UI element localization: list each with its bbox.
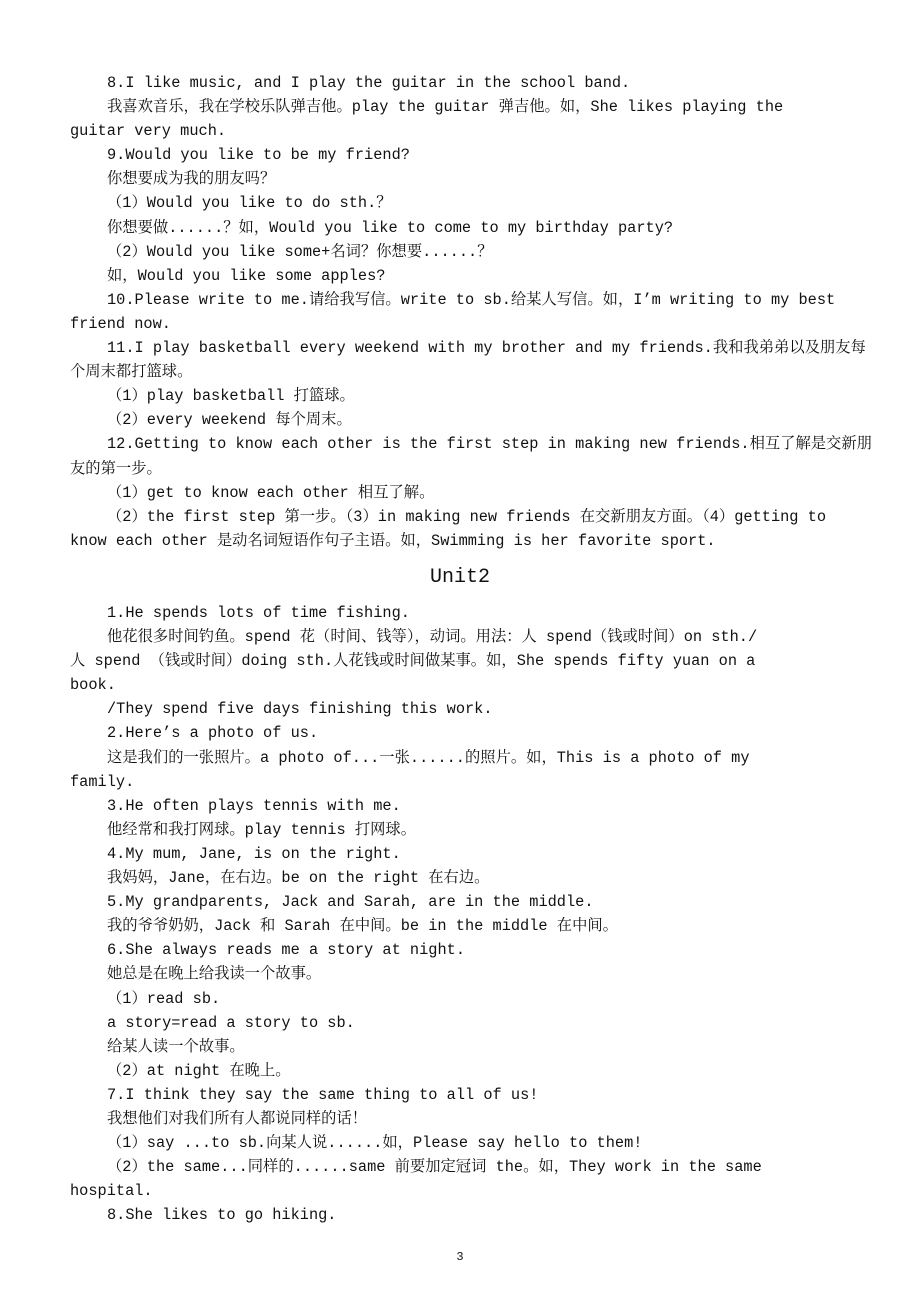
- text-line: 2.Here’s a photo of us.: [107, 724, 319, 743]
- text-line: friend now.: [70, 314, 171, 333]
- text-line: （1）say ...to sb.向某人说......如，Please say hello to them!: [107, 1134, 643, 1153]
- text-line: 友的第一步。: [70, 459, 162, 478]
- text-line: 11.I play basketball every weekend with my brother and my friends.我和我弟弟以及朋友每: [107, 339, 866, 358]
- text-line: book.: [70, 676, 116, 695]
- text-line: 3.He often plays tennis with me.: [107, 796, 401, 815]
- text-line: 我的爷爷奶奶，Jack 和 Sarah 在中间。be in the middle 在中间。: [107, 917, 618, 936]
- section-unit1-notes: [70, 71, 900, 553]
- text-line: /They spend five days finishing this work.: [107, 700, 493, 719]
- section-unit2-notes: [70, 601, 900, 1227]
- text-line: guitar very much.: [70, 122, 227, 141]
- text-line: （2）the same...同样的......same 前要加定冠词 the。如，They work in the same: [107, 1158, 762, 1177]
- text-line: 你想要成为我的朋友吗？: [107, 170, 276, 189]
- text-line: know each other 是动名词短语作句子主语。如，Swimming is her favorite sport.: [70, 531, 716, 550]
- text-line: 8.She likes to go hiking.: [107, 1206, 337, 1225]
- text-line: 7.I think they say the same thing to all of us!: [107, 1085, 539, 1104]
- text-line: family.: [70, 772, 135, 791]
- text-line: 我喜欢音乐，我在学校乐队弹吉他。play the guitar 弹吉他。如，She likes playing the: [107, 98, 784, 117]
- text-line: （1）read sb.: [107, 989, 221, 1008]
- text-line: 这是我们的一张照片。a photo of...一张......的照片。如，This is a photo of my: [107, 748, 750, 767]
- text-line: （2）at night 在晚上。: [107, 1061, 291, 1080]
- text-line: （1）get to know each other 相互了解。: [107, 483, 435, 502]
- text-line: 我妈妈，Jane，在右边。be on the right 在右边。: [107, 869, 490, 888]
- text-line: 12.Getting to know each other is the first step in making new friends.相互了解是交新朋: [107, 435, 872, 454]
- text-line: hospital.: [70, 1182, 153, 1201]
- text-line: （2）every weekend 每个周末。: [107, 411, 352, 430]
- text-line: 5.My grandparents, Jack and Sarah, are in the middle.: [107, 893, 594, 912]
- page-number: 3: [456, 1250, 464, 1264]
- text-line: 他花很多时间钓鱼。spend 花（时间、钱等），动词。用法：人 spend（钱或时间）on sth./: [107, 628, 758, 647]
- text-line: 4.My mum, Jane, is on the right.: [107, 844, 401, 863]
- text-line: （1）Would you like to do sth.？: [107, 194, 392, 213]
- text-line: 他经常和我打网球。play tennis 打网球。: [107, 820, 417, 839]
- text-line: 给某人读一个故事。: [107, 1037, 245, 1056]
- text-line: 我想他们对我们所有人都说同样的话！: [107, 1109, 368, 1128]
- text-line: （2）Would you like some+名词？你想要......？: [107, 242, 493, 261]
- text-line: 她总是在晚上给我读一个故事。: [107, 965, 322, 984]
- text-line: 你想要做......？如，Would you like to come to my birthday party?: [107, 218, 674, 237]
- unit-heading: Unit2: [429, 566, 490, 589]
- text-line: 9.Would you like to be my friend?: [107, 146, 410, 165]
- text-line: 6.She always reads me a story at night.: [107, 941, 466, 960]
- text-line: 个周末都打篮球。: [70, 363, 193, 382]
- text-line: a story=read a story to sb.: [107, 1013, 355, 1032]
- text-line: 8.I like music, and I play the guitar in the school band.: [107, 74, 631, 92]
- text-line: 人 spend （钱或时间）doing sth.人花钱或时间做某事。如，She spends fifty yuan on a: [70, 652, 756, 671]
- text-line: （1）play basketball 打篮球。: [107, 387, 355, 406]
- text-line: 1.He spends lots of time fishing.: [107, 604, 410, 622]
- text-line: 10.Please write to me.请给我写信。write to sb.给某人写信。如，I’m writing to my best: [107, 290, 836, 309]
- text-line: （2）the first step 第一步。（3）in making new friends 在交新朋友方面。（4）getting to: [107, 507, 827, 526]
- text-line: 如，Would you like some apples?: [107, 266, 386, 285]
